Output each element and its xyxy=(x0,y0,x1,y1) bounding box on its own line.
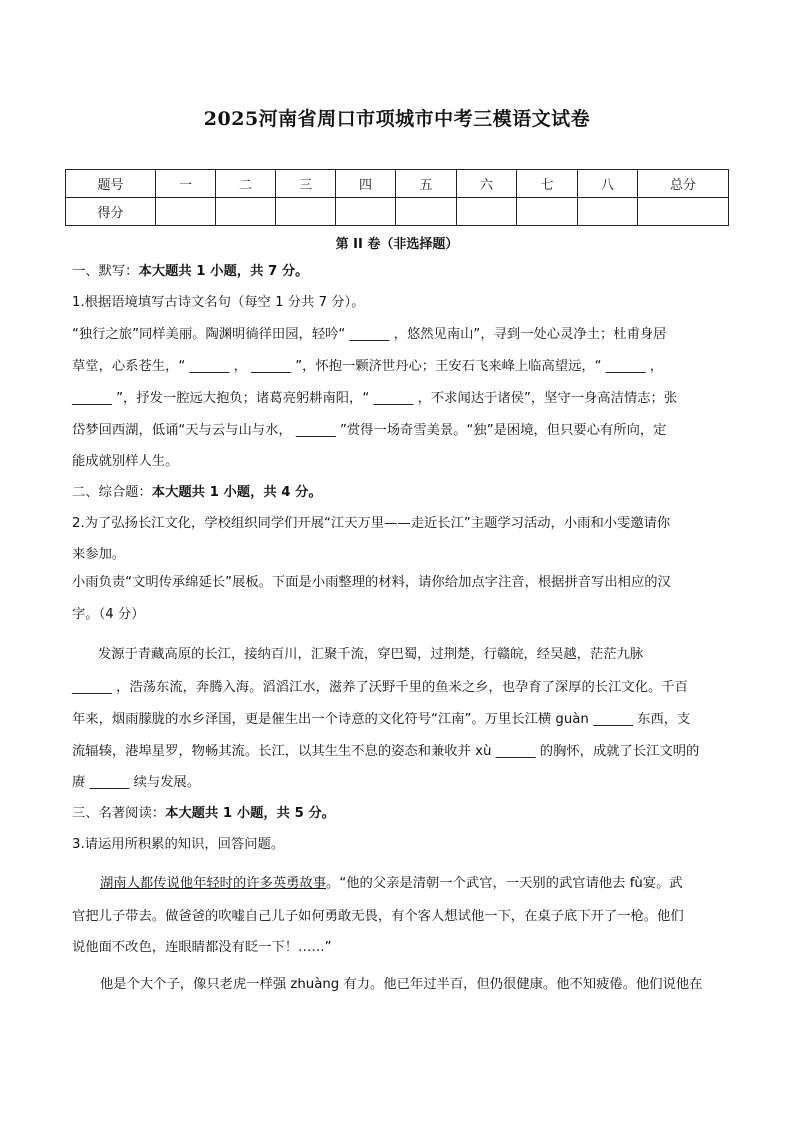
score-table xyxy=(65,169,729,226)
header-cell: 题号 xyxy=(66,170,156,198)
q2-passage-line: 发源于青藏高原的长江，接纳百川，汇聚千流，穿巴蜀，过荆楚，行赣皖，经吴越，茫茫九脉 xyxy=(98,647,644,662)
q1-line: ______ ”，抒发一腔远大抱负；诸葛亮躬耕南阳，“ ______ ，不求闻达于诸侯”，坚守一身高洁情志；张 xyxy=(72,391,678,406)
header-cell: 七 xyxy=(517,170,578,198)
score-cell xyxy=(578,198,638,226)
score-table-score-row xyxy=(66,198,729,226)
header-cell: 三 xyxy=(276,170,336,198)
header-cell: 总分 xyxy=(638,170,729,198)
q3-stem: 3.请运用所积累的知识，回答问题。 xyxy=(72,837,285,852)
section-desc: 本大题共 1 小题，共 4 分。 xyxy=(151,485,322,500)
score-table-header-row xyxy=(66,170,729,198)
q2-passage-line: ______ ，浩荡东流，奔腾入海。滔滔江水，滋养了沃野千里的鱼米之乡，也孕育了深厚的长江文化。千百 xyxy=(72,680,688,695)
section-heading-3 xyxy=(72,804,335,824)
q1-line: 岱梦回西湖，低诵“天与云与山与水， ______ ”赏得一场奇雪美景。“独”是困境，但只要心有所向，定 xyxy=(72,423,667,438)
score-cell xyxy=(276,198,336,226)
q1-line: 能成就别样人生。 xyxy=(72,454,179,469)
q2-passage-line: 赓 ______ 续与发展。 xyxy=(72,775,201,790)
section-heading-1 xyxy=(72,262,308,282)
underlined-phrase: 湖南人都传说他年轻时的许多英勇故事 xyxy=(100,876,327,891)
section-label: 三、名著阅读： xyxy=(72,806,166,821)
header-cell: 四 xyxy=(336,170,396,198)
score-cell xyxy=(156,198,216,226)
row-label-cell: 得分 xyxy=(66,198,156,226)
q3-passage-line xyxy=(100,874,683,894)
q2-task-line: 字。（4 分） xyxy=(72,607,145,622)
header-cell: 八 xyxy=(578,170,638,198)
passage-text: 。“他的父亲是清朝一个武官，一天别的武官请他去 fù宴。武 xyxy=(326,876,683,891)
section-label: 二、综合题： xyxy=(72,485,152,500)
q3-passage-line: 他是个大个子，像只老虎一样强 zhuàng 有力。他已年过半百，但仍很健康。他不知疲倦。他们说他在 xyxy=(100,977,703,992)
header-cell: 二 xyxy=(216,170,276,198)
score-cell xyxy=(457,198,517,226)
q2-stem-line: 2.为了弘扬长江文化，学校组织同学们开展“江天万里——走近长江”主题学习活动，小雨和小雯邀请你 xyxy=(72,516,671,531)
header-cell: 五 xyxy=(396,170,457,198)
header-cell: 六 xyxy=(457,170,517,198)
header-cell: 一 xyxy=(156,170,216,198)
q3-passage-line: 说他面不改色，连眼睛都没有眨一下！……” xyxy=(72,940,332,955)
section-label: 一、默写： xyxy=(72,264,139,279)
q2-passage-line: 流辐辏，港埠星罗，物畅其流。长江，以其生生不息的姿态和兼收并 xù ______ 的胸怀，成就了长江文明的 xyxy=(72,744,700,759)
volume-title: 第 II 卷（非选择题） xyxy=(335,237,459,252)
exam-title: 2025河南省周口市项城市中考三模语文试卷 xyxy=(203,108,591,130)
score-cell xyxy=(396,198,457,226)
section-desc: 本大题共 1 小题，共 5 分。 xyxy=(165,806,336,821)
score-cell xyxy=(336,198,396,226)
q1-stem: 1.根据语境填写古诗文名句（每空 1 分共 7 分）。 xyxy=(72,295,365,310)
score-cell xyxy=(216,198,276,226)
q2-passage-line: 年来，烟雨朦胧的水乡泽国，更是催生出一个诗意的文化符号“江南”。万里长江横 guàn ______ 东西，支 xyxy=(72,712,691,727)
q1-line: 草堂，心系苍生，“ ______ ， ______ ”，怀抱一颗济世丹心；王安石飞来峰上临高望远，“ ______ ， xyxy=(72,359,664,374)
score-cell xyxy=(517,198,578,226)
section-desc: 本大题共 1 小题，共 7 分。 xyxy=(138,264,309,279)
q2-task-line: 小雨负责“文明传承绵延长”展板。下面是小雨整理的材料，请你给加点字注音，根据拼音写出相应的汉 xyxy=(72,575,671,590)
q3-passage-line: 官把儿子带去。做爸爸的吹嘘自己儿子如何勇敢无畏，有个客人想试他一下，在桌子底下开了一枪。他们 xyxy=(72,909,684,924)
q2-stem-line: 来参加。 xyxy=(72,547,126,562)
section-heading-2 xyxy=(72,483,322,503)
score-cell xyxy=(638,198,729,226)
q1-line: “独行之旅”同样美丽。陶渊明徜徉田园，轻吟“ ______ ，悠然见南山”，寻到一处心灵净土；杜甫身居 xyxy=(72,327,667,342)
